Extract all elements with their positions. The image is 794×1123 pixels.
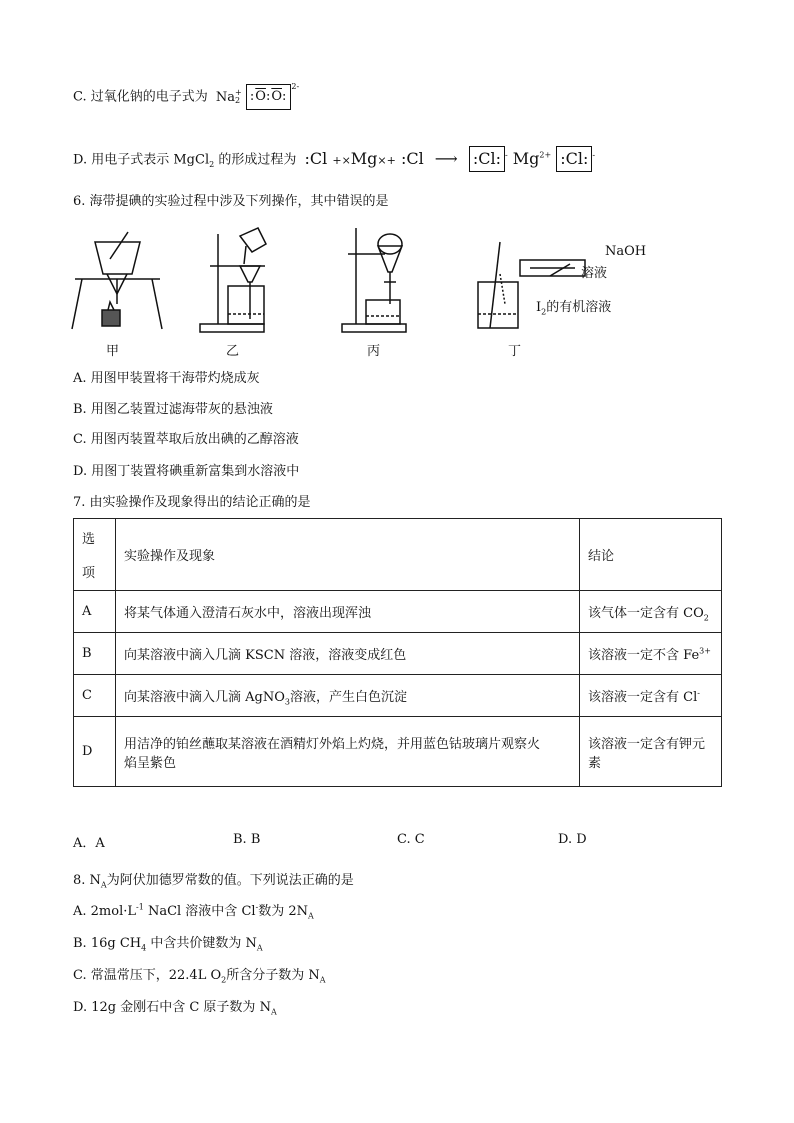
q8-option-d: D. 12g 金刚石中含 C 原子数为 $N_A$ [73, 1000, 277, 1017]
peroxide-bracket: $:\overline{O}:\overline{O}$: [246, 84, 292, 110]
label-bing: 丙 [367, 344, 381, 359]
label-naoh-solution: 溶液 [581, 266, 608, 281]
table-row: D 用洁净的铂丝蘸取某溶液在酒精灯外焰上灼烧，并用蓝色钴玻璃片观察火 焰呈紫色 该溶液一定含有钾元 素 [74, 717, 722, 787]
apparatus-drawing [60, 224, 660, 360]
q6-option-b: B. 用图乙装置过滤海带灰的悬浊液 [73, 402, 273, 417]
q7-answer-d: D. D [558, 832, 587, 847]
q8-option-c: C. 常温常压下，22.4L $O_2$所含分子数为 $N_A$ [73, 968, 326, 985]
table-header-row [74, 519, 722, 591]
q5-c-text: C. 过氧化钠的电子式为 [73, 89, 208, 105]
q6-option-c: C. 用图丙装置萃取后放出碘的乙醇溶液 [73, 432, 299, 447]
experiment-table [73, 518, 722, 787]
q8-option-a: A. $2mol\cdot L^{-1}$ NaCl 溶液中含 Cl-数为 $2N_A$ [73, 902, 314, 921]
q7-answer-c: C. C [397, 832, 425, 847]
q6-stem: 6. 海带提碘的实验过程中涉及下列操作，其中错误的是 [73, 194, 389, 209]
q7-stem: 7. 由实验操作及现象得出的结论正确的是 [73, 495, 311, 510]
q8-option-b: B. 16g $CH_4$ 中含共价键数为 $N_A$ [73, 936, 263, 953]
table-row: B 向某溶液中滴入几滴 KSCN 溶液，溶液变成红色 该溶液一定不含 $Fe^{3+}$ [74, 633, 722, 675]
q8-stem: 8. $N_A$为阿伏加德罗常数的值。下列说法正确的是 [73, 873, 354, 890]
na2o2-formula: Na+ 2 $:\overline{O}:\overline{O}:^{2-}$ [216, 90, 299, 105]
header-conclusion: 结论 [580, 519, 722, 591]
q6-option-d: D. 用图丁装置将碘重新富集到水溶液中 [73, 464, 300, 479]
header-option: 选 项 [74, 519, 116, 591]
q6-option-a: A. 用图甲装置将干海带灼烧成灰 [73, 371, 260, 386]
table-row: A 将某气体通入澄清石灰水中，溶液出现浑浊 该气体一定含有 $CO_2$ [74, 591, 722, 633]
q7-answer-a: A．A [73, 836, 105, 851]
label-yi: 乙 [226, 344, 240, 359]
header-operation: 实验操作及现象 [116, 519, 580, 591]
label-ding: 丁 [508, 344, 522, 359]
label-i2-solution: $I_2$的有机溶液 [536, 300, 612, 317]
label-naoh: NaOH [605, 244, 647, 259]
label-jia: 甲 [106, 344, 120, 359]
table-row: C 向某溶液中滴入几滴 AgNO$_3$溶液，产生白色沉淀 该溶液一定含有 Cl- [74, 675, 722, 717]
mgcl2-formation: :Cl +×Mg×+ :Cl ⟶ :Cl: - $Mg^{2+}$ :Cl: - [305, 149, 596, 168]
apparatus-figure [60, 224, 660, 360]
q5-option-d: D. 用电子式表示 MgCl$_2$ 的形成过程为 :Cl +×Mg×+ :Cl ⟶ :Cl: - $Mg^{2+}$ :Cl: - [73, 146, 595, 172]
q7-answer-b: B. B [233, 832, 261, 847]
q5-option-c [73, 81, 300, 110]
